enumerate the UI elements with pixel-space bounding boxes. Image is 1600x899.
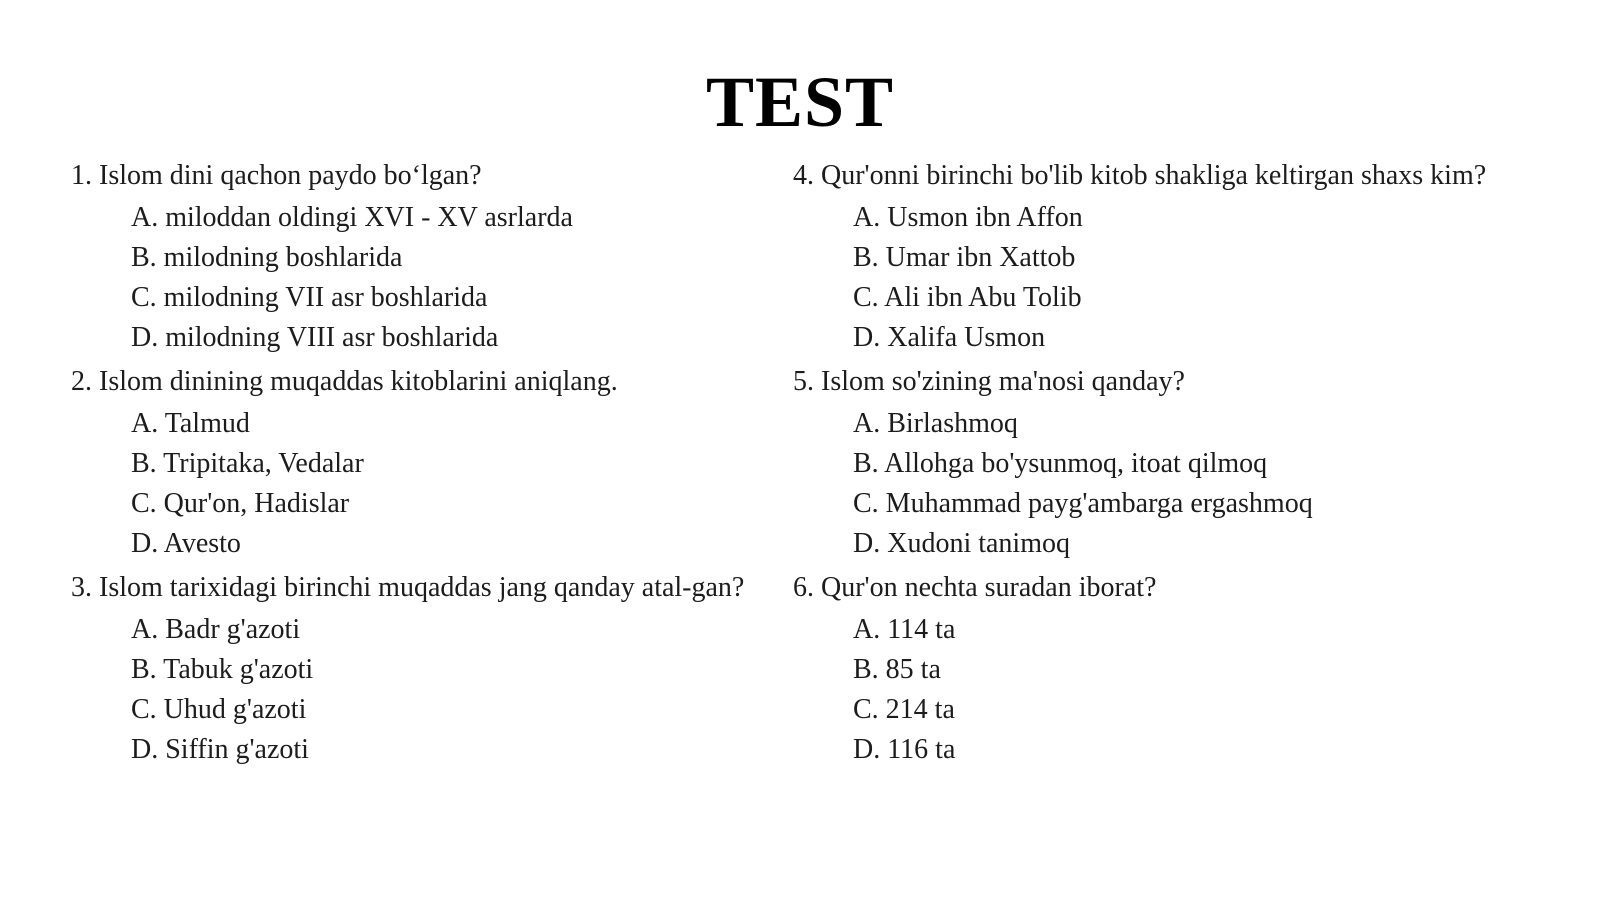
left-column xyxy=(71,160,751,778)
question-2 xyxy=(71,366,751,564)
question-text: 4. Qur'onni birinchi bo'lib kitob shakliga keltirgan shaxs kim? xyxy=(793,160,1487,191)
answer-options xyxy=(793,198,1493,358)
option-d: D. Siffin g'azoti xyxy=(131,734,309,765)
option-b: B. milodning boshlarida xyxy=(131,242,403,273)
answer-options xyxy=(793,610,1493,770)
answer-options xyxy=(71,404,751,564)
option-d: D. Xudoni tanimoq xyxy=(853,528,1070,559)
answer-options xyxy=(793,404,1493,564)
option-a: A. 114 ta xyxy=(853,614,956,645)
option-a: A. Birlashmoq xyxy=(853,408,1018,439)
question-text: 3. Islom tarixidagi birinchi muqaddas jang qanday atal-gan? xyxy=(71,572,745,603)
question-6 xyxy=(793,572,1493,770)
option-a: A. Usmon ibn Affon xyxy=(853,202,1083,233)
option-c: C. Qur'on, Hadislar xyxy=(131,488,350,519)
option-c: C. 214 ta xyxy=(853,694,955,725)
question-4 xyxy=(793,160,1493,358)
option-c: C. Ali ibn Abu Tolib xyxy=(853,282,1082,313)
option-b: B. Allohga bo'ysunmoq, itoat qilmoq xyxy=(853,448,1268,479)
right-column xyxy=(793,160,1493,778)
option-a: A. miloddan oldingi XVI - XV asrlarda xyxy=(131,202,573,233)
option-c: C. Muhammad payg'ambarga ergashmoq xyxy=(853,488,1313,519)
question-text: 1. Islom dini qachon paydo bo‘lgan? xyxy=(71,160,482,191)
page-title: TEST xyxy=(705,62,895,142)
question-1 xyxy=(71,160,751,358)
answer-options xyxy=(71,198,751,358)
option-d: D. Xalifa Usmon xyxy=(853,322,1046,353)
question-text: 2. Islom dinining muqaddas kitoblarini aniqlang. xyxy=(71,366,618,397)
option-a: A. Badr g'azoti xyxy=(131,614,301,645)
question-text: 6. Qur'on nechta suradan iborat? xyxy=(793,572,1157,603)
option-d: D. Avesto xyxy=(131,528,241,559)
option-b: B. 85 ta xyxy=(853,654,941,685)
option-d: D. 116 ta xyxy=(853,734,956,765)
option-a: A. Talmud xyxy=(131,408,250,439)
option-c: C. milodning VII asr boshlarida xyxy=(131,282,488,313)
question-3 xyxy=(71,572,751,770)
question-5 xyxy=(793,366,1493,564)
question-text: 5. Islom so'zining ma'nosi qanday? xyxy=(793,366,1185,397)
option-b: B. Umar ibn Xattob xyxy=(853,242,1076,273)
option-b: B. Tabuk g'azoti xyxy=(131,654,314,685)
option-d: D. milodning VIII asr boshlarida xyxy=(131,322,499,353)
option-c: C. Uhud g'azoti xyxy=(131,694,307,725)
option-b: B. Tripitaka, Vedalar xyxy=(131,448,364,479)
answer-options xyxy=(71,610,751,770)
